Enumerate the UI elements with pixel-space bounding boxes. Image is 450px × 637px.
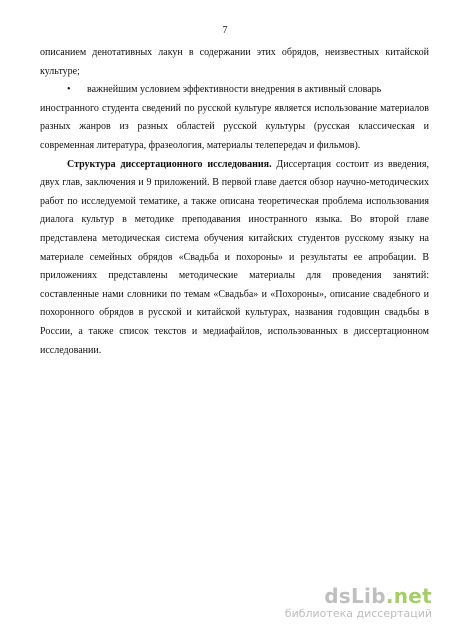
structure-paragraph xyxy=(40,156,429,361)
dslib-logo xyxy=(285,585,432,607)
logo-part-main: dsLib xyxy=(324,584,386,608)
watermark-caption: библиотека диссертаций xyxy=(284,607,432,620)
logo-part-domain: .net xyxy=(385,584,432,608)
structure-text: Диссертация состоит из введения, двух глав, заключения и 9 приложений. В первой главе дается обзор научно-методических работ по исследуемой тематике, а также описана теоретическая проблема использования диалога культур в методике преподавания иностранного языка. Во второй главе представлена методическая система обучения китайских студентов русскому языку на материале семейных обрядов «Свадьба и похороны» и результаты ее апробации. В приложениях представлены методические материалы для проведения занятий: составленные нами словники по темам «Свадьба» и «Похороны», описание свадебного и похоронного обрядов в русской и китайской культурах, названия годовщин свадьбы в России, а также список текстов и медиафайлов, использованных в диссертационном исследовании. xyxy=(40,158,430,356)
structure-heading: Структура диссертационного исследования. xyxy=(67,158,272,170)
bullet-icon: • xyxy=(67,84,71,96)
bullet-item xyxy=(40,81,429,100)
dslib-watermark[interactable] xyxy=(285,585,432,621)
page-number: 7 xyxy=(222,25,228,36)
paragraph-continuation: описанием денотативных лакун в содержании этих обрядов, неизвестных китайской культуре; xyxy=(40,47,429,77)
document-body xyxy=(40,44,429,360)
bullet-first-line: важнейшим условием эффективности внедрения в активный словарь xyxy=(87,84,382,96)
bullet-text: иностранного студента сведений по русской культуре является использование материалов разных жанров из разных областей русской культуры (русская классическая и современная литература, фразеология, материалы телепередач и фильмов). xyxy=(40,102,429,151)
